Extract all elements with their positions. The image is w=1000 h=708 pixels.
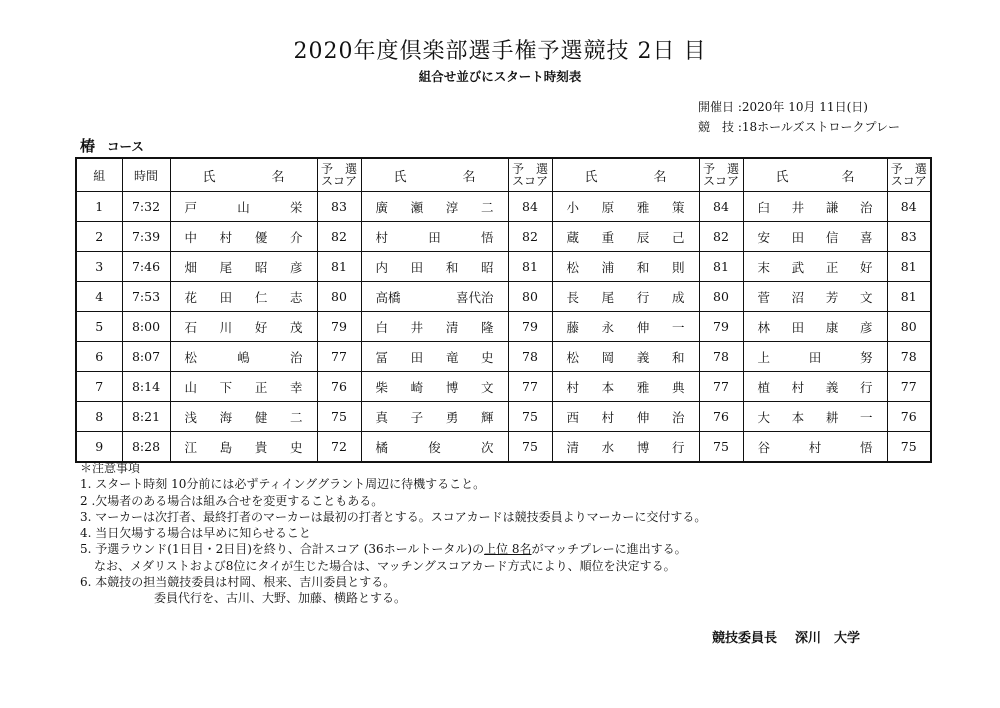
qualifying-score: 78 — [887, 342, 931, 372]
note-4: 4. 当日欠場する場合は早めに知らせること — [80, 526, 311, 541]
pairing-table — [75, 157, 932, 463]
header-name: 氏 名 — [552, 158, 699, 192]
qualifying-score: 79 — [317, 312, 361, 342]
notes-heading: ＊注意事項 — [80, 461, 141, 475]
player-name: 臼 井 謙 治 — [743, 192, 887, 222]
qualifying-score: 83 — [887, 222, 931, 252]
signature-name: 深川 大学 — [795, 631, 861, 646]
qualifying-score: 77 — [887, 372, 931, 402]
player-name: 上 田 努 — [743, 342, 887, 372]
header-score: 予 選 スコア — [317, 158, 361, 192]
qualifying-score: 84 — [887, 192, 931, 222]
group-number: 8 — [76, 402, 122, 432]
signature-role: 競技委員長 — [712, 631, 778, 646]
player-name: 大 本 耕 一 — [743, 402, 887, 432]
qualifying-score: 78 — [508, 342, 552, 372]
player-name: 林 田 康 彦 — [743, 312, 887, 342]
player-name: 長 尾 行 成 — [552, 282, 699, 312]
group-number: 1 — [76, 192, 122, 222]
player-name: 菅 沼 芳 文 — [743, 282, 887, 312]
qualifying-score: 72 — [317, 432, 361, 463]
header-time: 時間 — [122, 158, 170, 192]
qualifying-score: 80 — [699, 282, 743, 312]
page-title: 2020年度倶楽部選手権予選競技 2日 目 — [293, 39, 707, 64]
table-row — [76, 372, 931, 402]
qualifying-score: 79 — [508, 312, 552, 342]
qualifying-score: 81 — [317, 252, 361, 282]
tee-time: 8:21 — [122, 402, 170, 432]
player-name: 末 武 正 好 — [743, 252, 887, 282]
qualifying-score: 75 — [508, 432, 552, 463]
qualifying-score: 79 — [699, 312, 743, 342]
qualifying-score: 76 — [887, 402, 931, 432]
player-name: 橘 俊 次 — [361, 432, 508, 463]
player-name: 花 田 仁 志 — [170, 282, 317, 312]
header-name: 氏 名 — [743, 158, 887, 192]
qualifying-score: 84 — [508, 192, 552, 222]
player-name: 柴 崎 博 文 — [361, 372, 508, 402]
qualifying-score: 81 — [508, 252, 552, 282]
table-row — [76, 252, 931, 282]
note-5-continued: なお、メダリストおよび8位にタイが生じた場合は、マッチングスコアカード方式により、順位を決定する。 — [94, 558, 676, 573]
header-score: 予 選 スコア — [699, 158, 743, 192]
qualifying-score: 80 — [317, 282, 361, 312]
group-number: 6 — [76, 342, 122, 372]
player-name: 村 本 雅 典 — [552, 372, 699, 402]
tee-time: 7:53 — [122, 282, 170, 312]
qualifying-score: 75 — [508, 402, 552, 432]
qualifying-score: 81 — [887, 252, 931, 282]
group-number: 3 — [76, 252, 122, 282]
note-2: 2 .欠場者のある場合は組み合せを変更することもある。 — [80, 493, 384, 508]
player-name: 白 井 清 隆 — [361, 312, 508, 342]
notes-section — [80, 460, 706, 607]
group-number: 4 — [76, 282, 122, 312]
tee-time: 7:46 — [122, 252, 170, 282]
player-name: 内 田 和 昭 — [361, 252, 508, 282]
qualifying-score: 82 — [508, 222, 552, 252]
qualifying-score: 80 — [508, 282, 552, 312]
event-format: 競 技 :18ホールズストロークプレー — [698, 120, 901, 134]
qualifying-score: 75 — [699, 432, 743, 463]
table-row — [76, 432, 931, 463]
qualifying-score: 82 — [699, 222, 743, 252]
player-name: 西 村 伸 治 — [552, 402, 699, 432]
qualifier-highlight: 上位 8名 — [484, 542, 532, 557]
group-number: 7 — [76, 372, 122, 402]
header-group: 組 — [76, 158, 122, 192]
page-subtitle: 組合せ並びにスタート時刻表 — [418, 69, 582, 84]
tee-time: 7:32 — [122, 192, 170, 222]
note-1: 1. スタート時刻 10分前には必ずティインググラント周辺に待機すること。 — [80, 477, 486, 492]
table-row — [76, 222, 931, 252]
table-row — [76, 402, 931, 432]
header-score: 予 選 スコア — [887, 158, 931, 192]
qualifying-score: 84 — [699, 192, 743, 222]
table-body — [76, 192, 931, 463]
note-5: 5. 予選ラウンド(1日目・2日目)を終り、合計スコア (36ホールトータル)の上位 8名がマッチプレーに進出する。 — [80, 542, 687, 557]
player-name: 清 水 博 行 — [552, 432, 699, 463]
player-name: 江 島 貴 史 — [170, 432, 317, 463]
group-number: 2 — [76, 222, 122, 252]
player-name: 安 田 信 喜 — [743, 222, 887, 252]
player-name: 中 村 優 介 — [170, 222, 317, 252]
qualifying-score: 76 — [699, 402, 743, 432]
table-row — [76, 342, 931, 372]
header-name: 氏 名 — [170, 158, 317, 192]
player-name: 松 浦 和 則 — [552, 252, 699, 282]
player-name: 村 田 悟 — [361, 222, 508, 252]
note-6: 6. 本競技の担当競技委員は村岡、根来、吉川委員とする。 — [80, 575, 396, 590]
table-row — [76, 282, 931, 312]
event-date: 開催日 :2020年 10月 11日(日) — [698, 100, 868, 114]
signature — [712, 627, 878, 646]
group-number: 5 — [76, 312, 122, 342]
player-name: 植 村 義 行 — [743, 372, 887, 402]
qualifying-score: 83 — [317, 192, 361, 222]
qualifying-score: 81 — [699, 252, 743, 282]
qualifying-score: 77 — [508, 372, 552, 402]
group-number: 9 — [76, 432, 122, 463]
player-name: 冨 田 竜 史 — [361, 342, 508, 372]
tee-time: 8:07 — [122, 342, 170, 372]
player-name: 谷 村 悟 — [743, 432, 887, 463]
player-name: 藤 永 伸 一 — [552, 312, 699, 342]
qualifying-score: 75 — [317, 402, 361, 432]
player-name: 石 川 好 茂 — [170, 312, 317, 342]
player-name: 畑 尾 昭 彦 — [170, 252, 317, 282]
tee-time: 7:39 — [122, 222, 170, 252]
header-name: 氏 名 — [361, 158, 508, 192]
table-header-row — [76, 158, 931, 192]
tee-time: 8:14 — [122, 372, 170, 402]
qualifying-score: 78 — [699, 342, 743, 372]
note-6-continued: 委員代行を、古川、大野、加藤、横路とする。 — [154, 591, 407, 606]
player-name: 戸 山 栄 — [170, 192, 317, 222]
tee-time: 8:28 — [122, 432, 170, 463]
player-name: 廣 瀬 淳 二 — [361, 192, 508, 222]
qualifying-score: 77 — [699, 372, 743, 402]
player-name: 浅 海 健 二 — [170, 402, 317, 432]
note-3: 3. マーカーは次打者、最終打者のマーカーは最初の打者とする。スコアカードは競技委員よりマーカーに交付する。 — [80, 509, 707, 524]
tee-time: 8:00 — [122, 312, 170, 342]
course-label — [80, 135, 144, 156]
player-name: 真 子 勇 輝 — [361, 402, 508, 432]
table-row — [76, 192, 931, 222]
player-name: 蔵 重 辰 己 — [552, 222, 699, 252]
player-name: 松 岡 義 和 — [552, 342, 699, 372]
player-name: 松 嶋 治 — [170, 342, 317, 372]
table-row — [76, 312, 931, 342]
player-name: 高橋 喜代治 — [361, 282, 508, 312]
header-score: 予 選 スコア — [508, 158, 552, 192]
qualifying-score: 80 — [887, 312, 931, 342]
player-name: 山 下 正 幸 — [170, 372, 317, 402]
player-name: 小 原 雅 策 — [552, 192, 699, 222]
course-name: 椿 — [80, 137, 96, 155]
qualifying-score: 81 — [887, 282, 931, 312]
course-suffix: コース — [107, 139, 144, 154]
qualifying-score: 82 — [317, 222, 361, 252]
qualifying-score: 75 — [887, 432, 931, 463]
qualifying-score: 76 — [317, 372, 361, 402]
qualifying-score: 77 — [317, 342, 361, 372]
